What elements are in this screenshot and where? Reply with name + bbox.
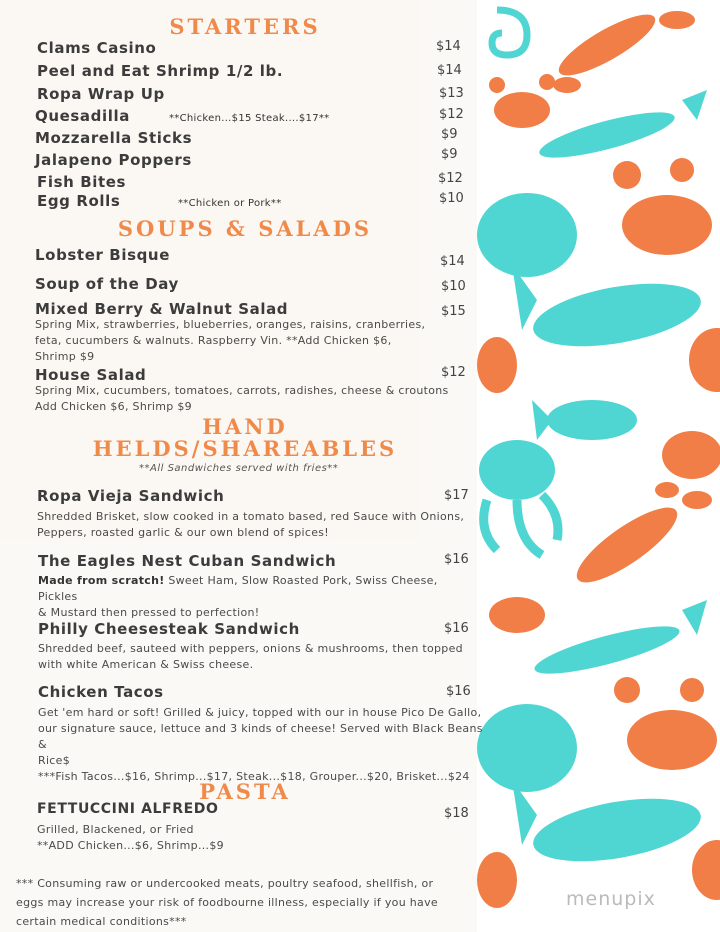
seafood-pattern bbox=[477, 0, 720, 932]
menu-item-price: $16 bbox=[444, 621, 469, 636]
tuna-icon bbox=[512, 265, 706, 357]
menu-item-name: Ropa Wrap Up bbox=[37, 85, 165, 103]
menu-item-name: FETTUCCINI ALFREDO bbox=[37, 801, 219, 817]
menu-item-price: $12 bbox=[439, 107, 464, 122]
menu-item-description: Shredded beef, sauteed with peppers, onions & mushrooms, then topped with white American & Swiss cheese. bbox=[38, 642, 463, 671]
menu-item-name: Philly Cheesesteak Sandwich bbox=[38, 620, 300, 638]
fish-icon bbox=[531, 600, 707, 683]
menu-item-price: $12 bbox=[441, 365, 466, 380]
flounder-icon bbox=[477, 704, 577, 792]
menu-item-price: $10 bbox=[441, 279, 466, 294]
menu-item-description: Shredded Brisket, slow cooked in a tomato based, red Sauce with Onions, Peppers, roasted garlic & our own blend of spices! bbox=[37, 510, 465, 539]
menu-item-name: Clams Casino bbox=[37, 39, 157, 57]
section-heading-starters: STARTERS bbox=[169, 14, 321, 39]
menu-item-description: Get 'em hard or soft! Grilled & juicy, topped with our in house Pico De Gallo, our signature sauce, lettuce and 3 kinds of cheese! Served with Black Beans & Rice$ ***Fish Tacos...$16, Shrimp...$17, Steak...$18, Grouper...$20, Brisket...$24 bbox=[38, 706, 483, 783]
menu-item-price: $14 bbox=[440, 254, 465, 269]
menupix-watermark: menupix bbox=[566, 888, 656, 910]
octopus-icon bbox=[479, 440, 558, 555]
section-heading-soups-salads: SOUPS & SALADS bbox=[117, 216, 373, 241]
crab-icon bbox=[489, 74, 555, 128]
crab-icon bbox=[662, 431, 720, 479]
section-heading-pasta: PASTA bbox=[199, 779, 291, 804]
food-safety-disclaimer: *** Consuming raw or undercooked meats, poultry seafood, shellfish, or eggs may increase your risk of foodbourne illness, especially if you have certain medical conditions*** bbox=[16, 877, 438, 928]
menu-item-price: $17 bbox=[444, 488, 469, 503]
crab-icon bbox=[614, 677, 717, 770]
menu-item-price: $16 bbox=[444, 552, 469, 567]
flounder-icon bbox=[477, 193, 577, 277]
fish-icon bbox=[532, 400, 637, 440]
menu-item-name: Peel and Eat Shrimp 1/2 lb. bbox=[37, 62, 284, 80]
menu-item-description: Spring Mix, strawberries, blueberries, oranges, raisins, cranberries, feta, cucumbers & walnuts. Raspberry Vin. **Add Chicken $6, Shrimp $9 bbox=[35, 318, 426, 363]
menu-item-description: Spring Mix, cucumbers, tomatoes, carrots, radishes, cheese & croutons Add Chicken $6, Shrimp $9 bbox=[35, 384, 449, 413]
menu-item-name: Lobster Bisque bbox=[35, 246, 170, 264]
section-heading-hand-helds: HAND HELDS/SHAREABLES bbox=[92, 414, 398, 461]
menu-item-name: Chicken Tacos bbox=[38, 683, 164, 701]
menu-item-price: $9 bbox=[441, 147, 458, 162]
section-subtitle: **All Sandwiches served with fries** bbox=[139, 463, 339, 474]
menu-item-name: Ropa Vieja Sandwich bbox=[37, 487, 225, 505]
menu-item-name: The Eagles Nest Cuban Sandwich bbox=[38, 552, 337, 570]
menu-item-price: $14 bbox=[436, 39, 461, 54]
lobster-icon bbox=[568, 482, 712, 594]
menu-item-name: House Salad bbox=[35, 366, 147, 384]
menu-item-name: Fish Bites bbox=[37, 173, 127, 191]
menu-item-description: Grilled, Blackened, or Fried **ADD Chicken...$6, Shrimp...$9 bbox=[37, 823, 224, 852]
tuna-icon bbox=[512, 780, 706, 872]
crab-icon bbox=[489, 597, 545, 633]
menu-item-price: $18 bbox=[444, 806, 469, 821]
menu-item-price: $16 bbox=[446, 684, 471, 699]
menu-item-price: $15 bbox=[441, 304, 466, 319]
menu-item-price: $9 bbox=[441, 127, 458, 142]
menu-item-price: $10 bbox=[439, 191, 464, 206]
menu-item-name: Mixed Berry & Walnut Salad bbox=[35, 300, 289, 318]
menu-item-description: Made from scratch! Sweet Ham, Slow Roasted Pork, Swiss Cheese, Pickles & Mustard then pressed to perfection! bbox=[38, 574, 438, 619]
menu-item-name: Soup of the Day bbox=[35, 275, 179, 293]
menu-item-name: Egg Rolls bbox=[37, 192, 121, 210]
swirl-icon bbox=[492, 10, 527, 55]
menu-item-price: $14 bbox=[437, 63, 462, 78]
crab-icon bbox=[613, 158, 712, 255]
menu-item-price: $12 bbox=[438, 171, 463, 186]
menu-item-price: $13 bbox=[439, 86, 464, 101]
menu-item-name: Jalapeno Poppers bbox=[35, 151, 192, 169]
fish-icon bbox=[536, 90, 707, 167]
lobster-icon bbox=[552, 5, 695, 93]
menu-item-note: **Chicken or Pork** bbox=[178, 198, 282, 209]
menu-item-note: **Chicken...$15 Steak....$17** bbox=[169, 113, 330, 124]
menu-item-name: Mozzarella Sticks bbox=[35, 129, 193, 147]
made-from-scratch-label: Made from scratch! bbox=[38, 574, 165, 587]
menu-item-name: Quesadilla bbox=[35, 107, 130, 125]
